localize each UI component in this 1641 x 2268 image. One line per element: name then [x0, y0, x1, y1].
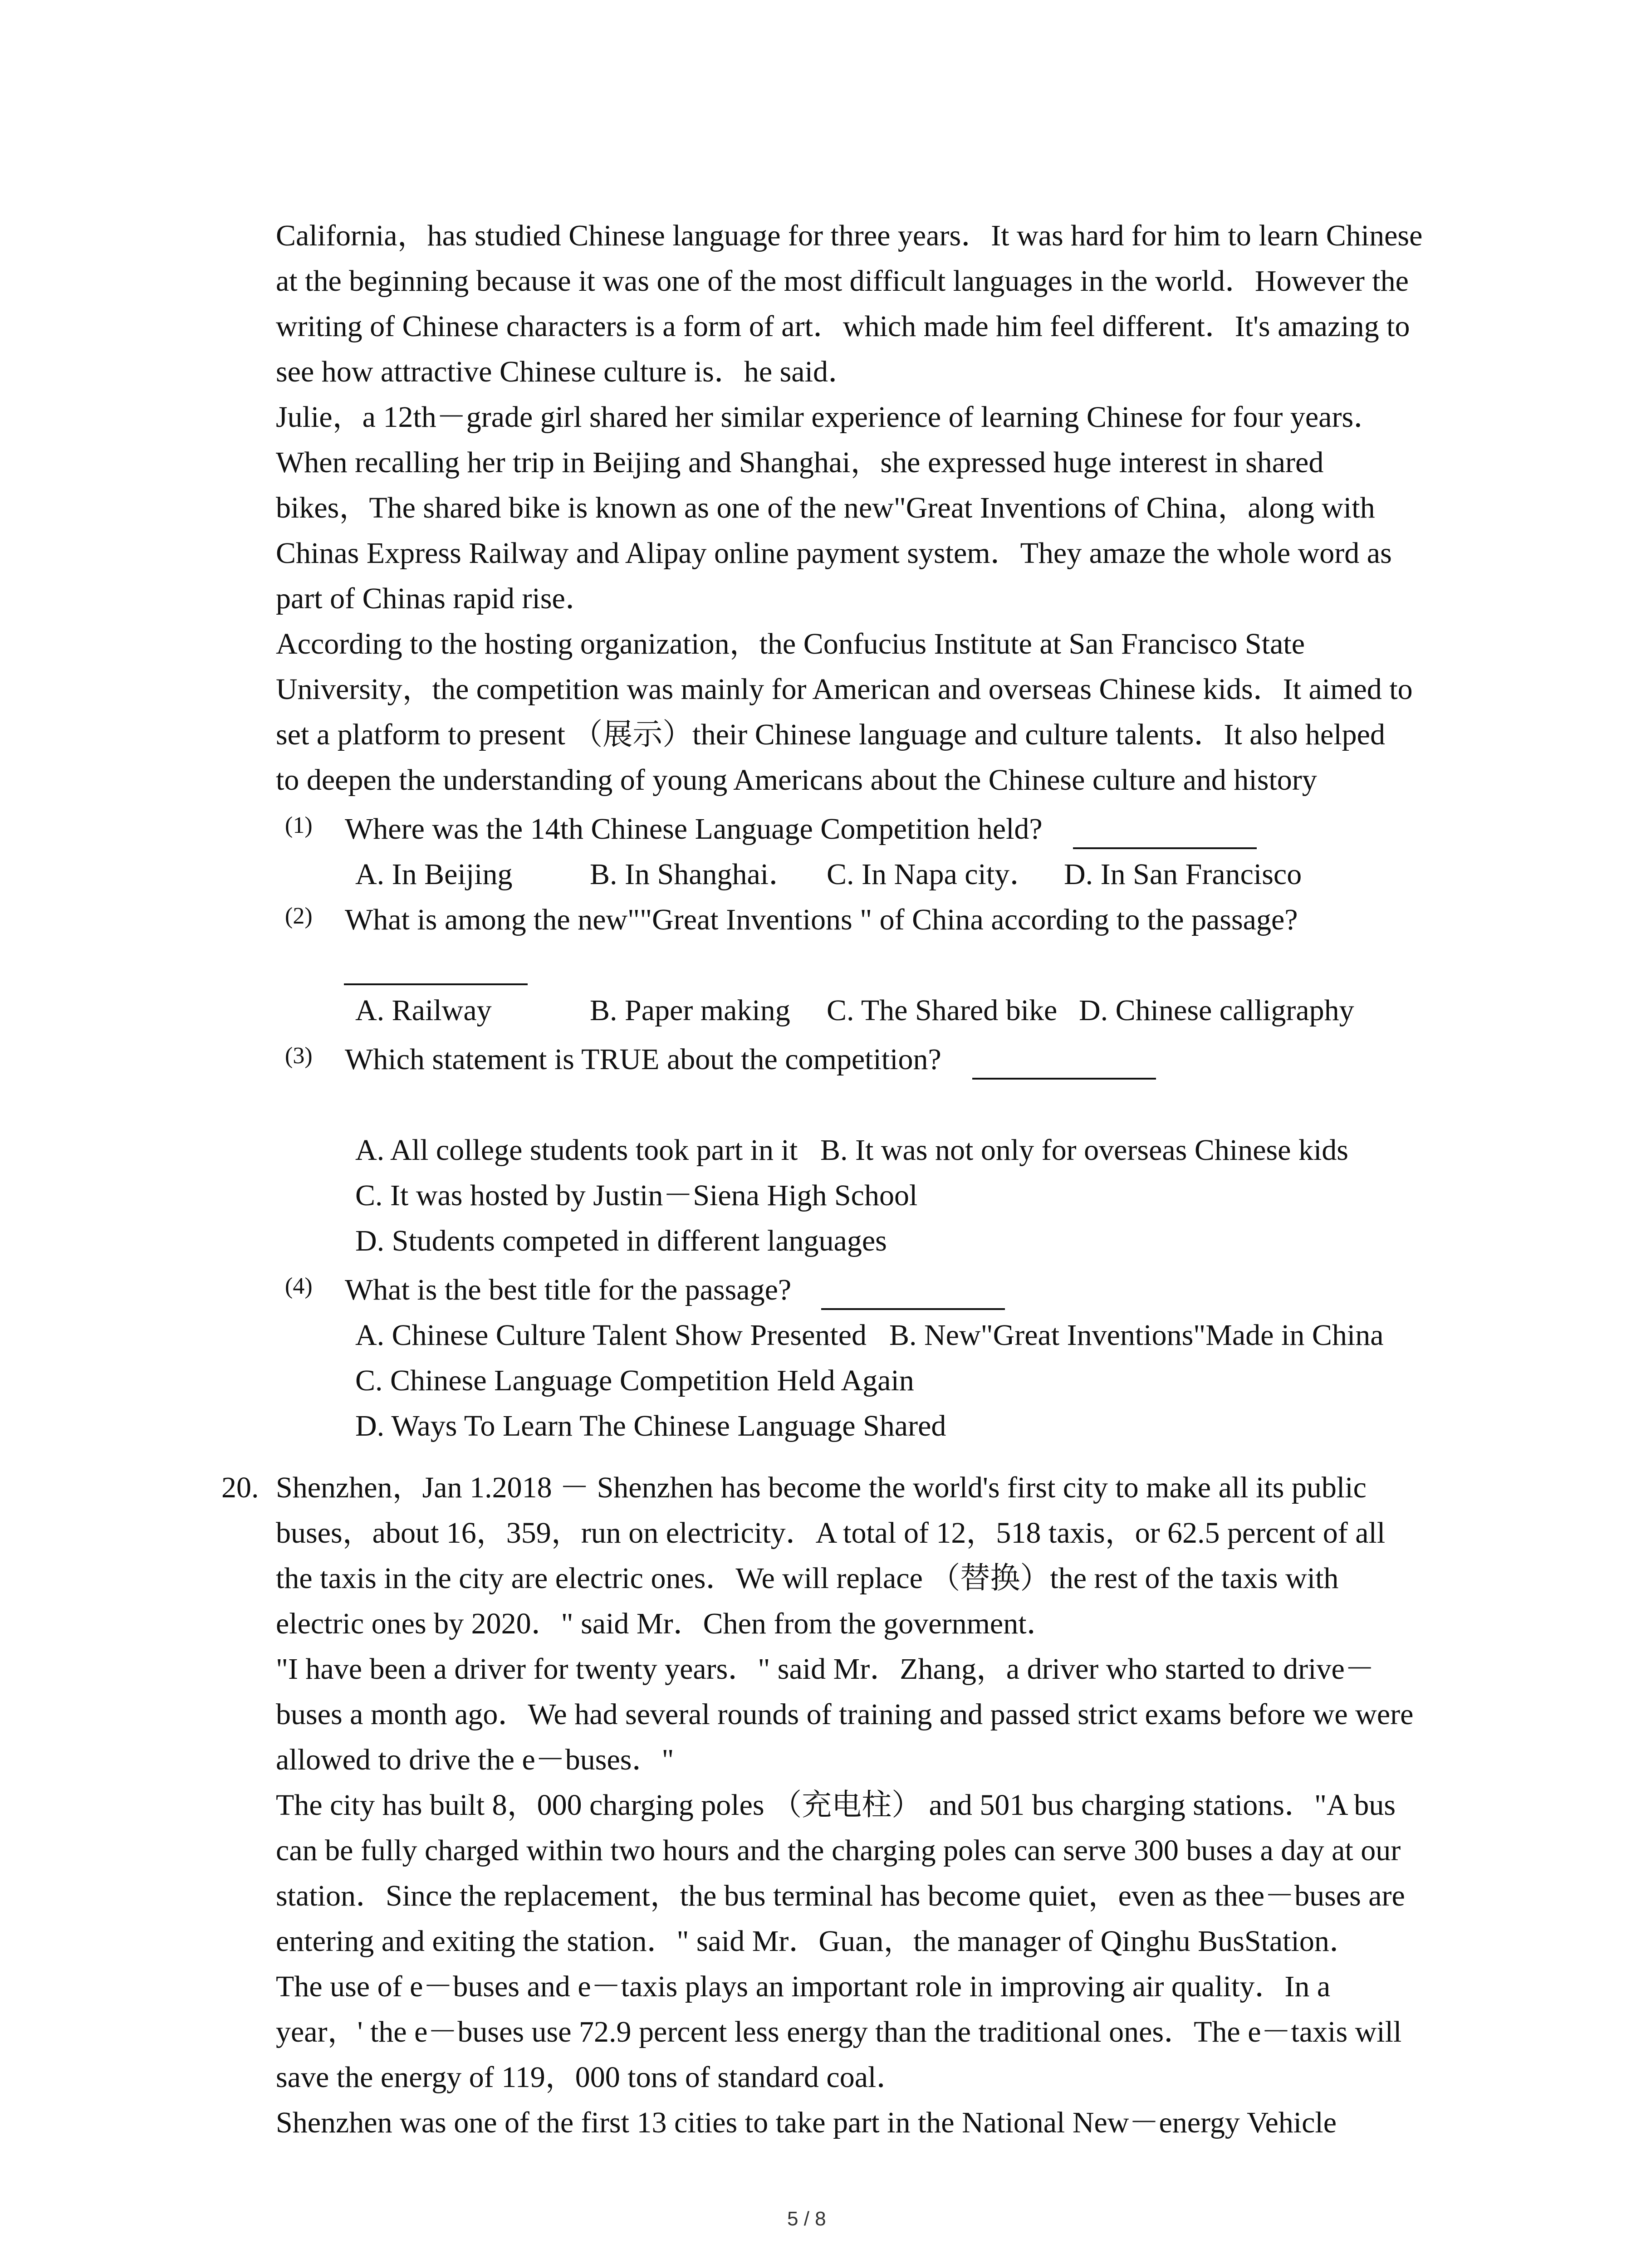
answer-blank[interactable]: [972, 1078, 1156, 1080]
passage-line: set a platform to present （展示）their Chinese language and culture talents．It also helped: [276, 718, 1385, 751]
passage-line: California，has studied Chinese language for three years．It was hard for him to learn Chinese: [276, 219, 1423, 252]
question-stem: Where was the 14th Chinese Language Competition held?: [345, 812, 1043, 846]
option-a: A. All college students took part in it: [355, 1134, 798, 1167]
passage-line: to deepen the understanding of young Americans about the Chinese culture and history: [276, 763, 1317, 797]
passage-line: part of Chinas rapid rise．: [276, 582, 595, 615]
passage-line: entering and exiting the station．" said Mr．Guan，the manager of Qinghu BusStation．: [276, 1925, 1359, 1958]
option-b: B. It was not only for overseas Chinese kids: [820, 1134, 1348, 1167]
passage-line: University，the competition was mainly for American and overseas Chinese kids．It aimed to: [276, 673, 1413, 706]
question-number: (1): [285, 812, 313, 838]
option-b: B. In Shanghai．: [590, 858, 799, 891]
option-d: D. Ways To Learn The Chinese Language Shared: [355, 1409, 946, 1442]
option-b: B. New"Great Inventions"Made in China: [889, 1319, 1384, 1352]
question-number: (3): [285, 1043, 313, 1069]
question-stem: Which statement is TRUE about the competition?: [345, 1043, 941, 1076]
page-number: 5 / 8: [787, 2208, 826, 2230]
passage-line: buses，about 16，359，run on electricity．A total of 12，518 taxis，or 62.5 percent of all: [276, 1516, 1386, 1549]
passage-line: bikes，The shared bike is known as one of the new"Great Inventions of China，along with: [276, 491, 1375, 524]
option-a: A. Railway: [355, 994, 492, 1027]
option-c: C. The Shared bike: [827, 994, 1058, 1027]
passage-line: "I have been a driver for twenty years．" said Mr．Zhang，a driver who started to drive－: [276, 1652, 1375, 1686]
answer-blank[interactable]: [344, 983, 528, 985]
question-stem: What is among the new""Great Inventions " of China according to the passage?: [345, 903, 1298, 936]
option-d: D. In San Francisco: [1064, 858, 1302, 891]
option-a: A. Chinese Culture Talent Show Presented: [355, 1319, 867, 1352]
passage-line: can be fully charged within two hours and the charging poles can serve 300 buses a day at our: [276, 1834, 1401, 1867]
passage-line: According to the hosting organization，the Confucius Institute at San Francisco State: [276, 627, 1305, 660]
passage-line: writing of Chinese characters is a form of art．which made him feel different．It's amazing to: [276, 310, 1410, 343]
passage-line: allowed to drive the e－buses．": [276, 1743, 674, 1776]
option-d: D. Students competed in different languages: [355, 1224, 887, 1257]
question-number: (2): [285, 903, 313, 929]
question-number: 20.: [221, 1471, 259, 1504]
option-c: C. It was hosted by Justin－Siena High School: [355, 1179, 918, 1212]
option-d: D. Chinese calligraphy: [1079, 994, 1354, 1027]
passage-line: electric ones by 2020．" said Mr．Chen from the government．: [276, 1607, 1057, 1640]
answer-blank[interactable]: [1073, 847, 1257, 849]
passage-line: The use of e－buses and e－taxis plays an important role in improving air quality．In a: [276, 1970, 1331, 2003]
passage-line: Shenzhen was one of the first 13 cities to take part in the National New－energy Vehicle: [276, 2106, 1337, 2139]
option-a: A. In Beijing: [355, 858, 513, 891]
passage-line: When recalling her trip in Beijing and Shanghai，she expressed huge interest in shared: [276, 446, 1324, 479]
passage-line: Chinas Express Railway and Alipay online payment system．They amaze the whole word as: [276, 537, 1392, 570]
passage-line: buses a month ago．We had several rounds of training and passed strict exams before we were: [276, 1698, 1414, 1731]
passage-line: see how attractive Chinese culture is．he said．: [276, 355, 858, 388]
passage-line: station．Since the replacement，the bus terminal has become quiet，even as thee－buses are: [276, 1879, 1405, 1912]
passage-line: save the energy of 119，000 tons of standard coal．: [276, 2061, 906, 2094]
passage-line: Shenzhen，Jan 1.2018 － Shenzhen has become the world's first city to make all its public: [276, 1471, 1367, 1504]
passage-line: the taxis in the city are electric ones．We will replace （替换）the rest of the taxis with: [276, 1562, 1339, 1595]
passage-line: year，' the e－buses use 72.9 percent less energy than the traditional ones．The e－taxis will: [276, 2015, 1402, 2048]
question-stem: What is the best title for the passage?: [345, 1273, 792, 1306]
passage-line: Julie，a 12th－grade girl shared her similar experience of learning Chinese for four years．: [276, 401, 1384, 434]
passage-line: The city has built 8，000 charging poles （充电柱） and 501 bus charging stations．"A bus: [276, 1789, 1396, 1822]
answer-blank[interactable]: [821, 1308, 1005, 1310]
option-c: C. Chinese Language Competition Held Again: [355, 1364, 914, 1397]
option-b: B. Paper making: [590, 994, 790, 1027]
passage-line: at the beginning because it was one of the most difficult languages in the world．However the: [276, 264, 1409, 298]
option-c: C. In Napa city．: [827, 858, 1040, 891]
question-number: (4): [285, 1273, 313, 1299]
